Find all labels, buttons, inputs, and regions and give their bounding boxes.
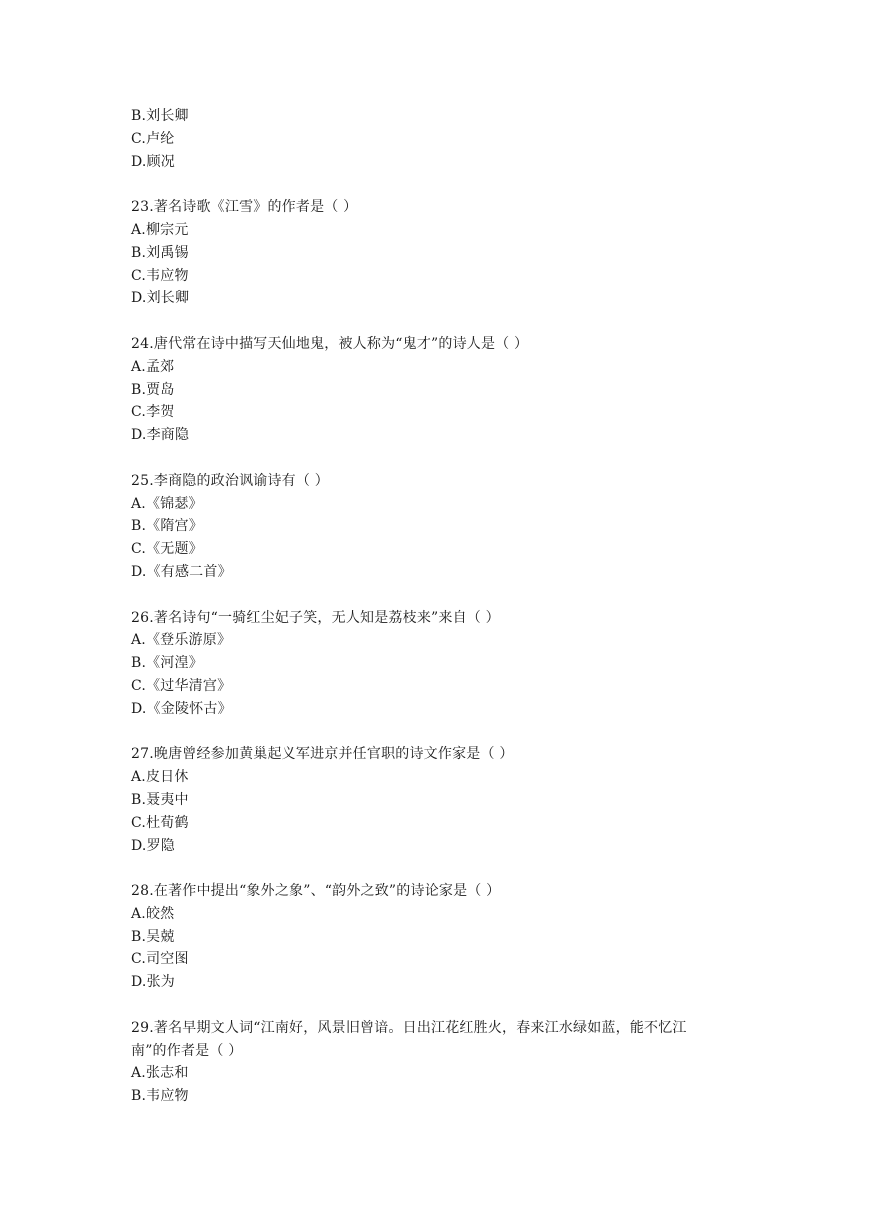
- question-stem: 28.在著作中提出“象外之象”、“韵外之致”的诗论家是（ ）: [131, 883, 501, 900]
- option-b: B.《隋宫》: [131, 518, 203, 535]
- option-b: B.《河湟》: [131, 655, 203, 672]
- question-stem: 23.著名诗歌《江雪》的作者是（ ）: [131, 199, 358, 216]
- option-c: C.李贺: [131, 404, 175, 421]
- spacer: [131, 173, 751, 196]
- option-d: D.《金陵怀古》: [131, 700, 232, 717]
- question-stem: 25.李商隐的政治讽谕诗有（ ）: [131, 472, 329, 489]
- option-d: D.李商隐: [131, 427, 190, 444]
- option-b: B.聂夷中: [131, 791, 189, 808]
- spacer: [131, 857, 751, 880]
- spacer: [131, 994, 751, 1017]
- option-d: D.《有感二首》: [131, 563, 232, 580]
- question-24: [131, 333, 751, 447]
- question-23: [131, 196, 751, 310]
- question-stem: 24.唐代常在诗中描写天仙地鬼，被人称为“鬼才”的诗人是（ ）: [131, 335, 529, 352]
- spacer: [131, 447, 751, 470]
- option-a: A.《登乐游原》: [131, 632, 232, 649]
- question-stem-line-2: 南”的作者是（ ）: [131, 1042, 243, 1059]
- option-a: A.皮日休: [131, 769, 189, 786]
- question-28: [131, 880, 751, 994]
- option-a: A.柳宗元: [131, 221, 189, 238]
- option-d: D.顾况: [131, 153, 175, 170]
- question-stem-line-1: 29.著名早期文人词“江南好，风景旧曾谙。日出江花红胜火，春来江水绿如蓝，能不忆江: [131, 1019, 687, 1036]
- option-c: C.司空图: [131, 951, 189, 968]
- spacer: [131, 310, 751, 333]
- option-b: B.刘禹锡: [131, 244, 189, 261]
- question-22-remaining-options: [131, 105, 751, 173]
- option-c: C.杜荀鹤: [131, 814, 189, 831]
- option-d: D.张为: [131, 974, 175, 991]
- option-c: C.韦应物: [131, 267, 189, 284]
- option-a: A.《锦瑟》: [131, 495, 203, 512]
- question-27: [131, 743, 751, 857]
- option-b: B.韦应物: [131, 1088, 189, 1105]
- spacer: [131, 584, 751, 607]
- question-stem: 27.晚唐曾经参加黄巢起义军进京并任官职的诗文作家是（ ）: [131, 746, 514, 763]
- option-b: B.吴兢: [131, 928, 175, 945]
- spacer: [131, 721, 751, 744]
- document-page: [131, 105, 751, 1108]
- option-c: C.《无题》: [131, 541, 203, 558]
- option-a: A.张志和: [131, 1065, 189, 1082]
- question-26: [131, 607, 751, 721]
- option-a: A.皎然: [131, 905, 175, 922]
- option-d: D.罗隐: [131, 837, 175, 854]
- option-d: D.刘长卿: [131, 290, 190, 307]
- question-25: [131, 470, 751, 584]
- question-stem: 26.著名诗句“一骑红尘妃子笑，无人知是荔枝来”来自（ ）: [131, 609, 500, 626]
- option-a: A.孟郊: [131, 358, 175, 375]
- option-c: C.卢纶: [131, 130, 175, 147]
- option-b: B.刘长卿: [131, 108, 189, 124]
- option-c: C.《过华清宫》: [131, 677, 232, 694]
- option-b: B.贾岛: [131, 381, 175, 398]
- question-29: [131, 1017, 751, 1108]
